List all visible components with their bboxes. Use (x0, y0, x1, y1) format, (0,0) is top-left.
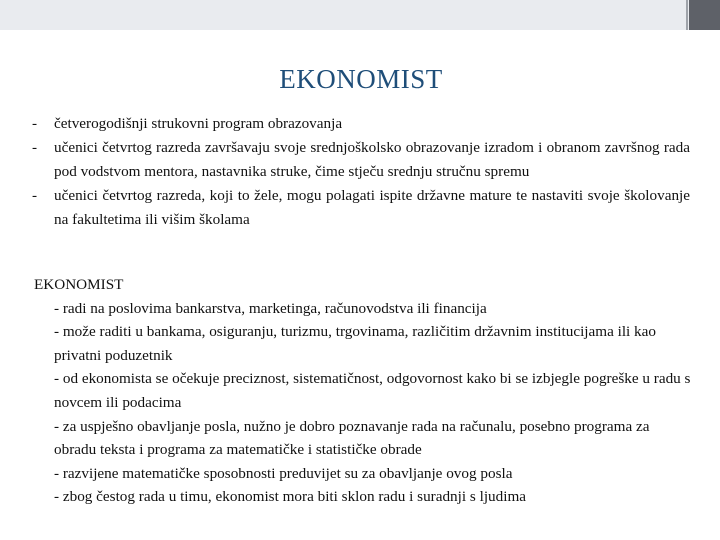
intro-bullet-list (32, 112, 690, 232)
section-heading: EKONOMIST (34, 276, 124, 293)
section-item: - razvijene matematičke sposobnosti preduvijet su za obavljanje ovog posla (54, 464, 513, 482)
section-item: - može raditi u bankama, osiguranju, turizmu, trgovinama, različitim državnim institucijama ili kao privatni poduzetnik (54, 323, 656, 364)
intro-bullet-text: četverogodišnji strukovni program obrazovanja (54, 115, 343, 132)
intro-bullet (32, 184, 690, 232)
ekonomist-section (34, 273, 694, 509)
intro-bullet (32, 112, 690, 136)
top-bar-dark-block (689, 0, 720, 30)
top-decorative-bar (0, 0, 720, 30)
top-bar-accent-line (686, 0, 688, 30)
section-item: - za uspješno obavljanje posla, nužno je dobro poznavanje rada na računalu, posebno programa za obradu teksta i programa za matematičke i statističke obrade (54, 417, 650, 459)
section-item: - od ekonomista se očekuje preciznost, sistematičnost, odgovornost kako bi se izbjegle pogreške u radu s novcem ili podacima (54, 370, 691, 411)
slide-title: EKONOMIST (279, 64, 443, 94)
dash-marker: - (32, 139, 38, 156)
dash-marker: - (32, 115, 38, 132)
intro-bullet (32, 136, 690, 184)
intro-bullet-text: učenici četvrtog razreda, koji to žele, mogu polagati ispite državne mature te nastaviti svoje školovanje na fakultetima ili višim školama (54, 187, 690, 228)
section-item-list (34, 297, 694, 509)
dash-marker: - (32, 187, 38, 204)
section-item: - radi na poslovima bankarstva, marketinga, računovodstva ili financija (54, 299, 487, 317)
intro-bullet-text: učenici četvrtog razreda završavaju svoje srednjoškolsko obrazovanje izradom i obranom završnog rada pod vodstvom mentora, nastavnika struke, čime stječu srednju stručnu spremu (54, 139, 690, 180)
section-item: - zbog čestog rada u timu, ekonomist mora biti sklon radu i suradnji s ljudima (54, 488, 526, 506)
